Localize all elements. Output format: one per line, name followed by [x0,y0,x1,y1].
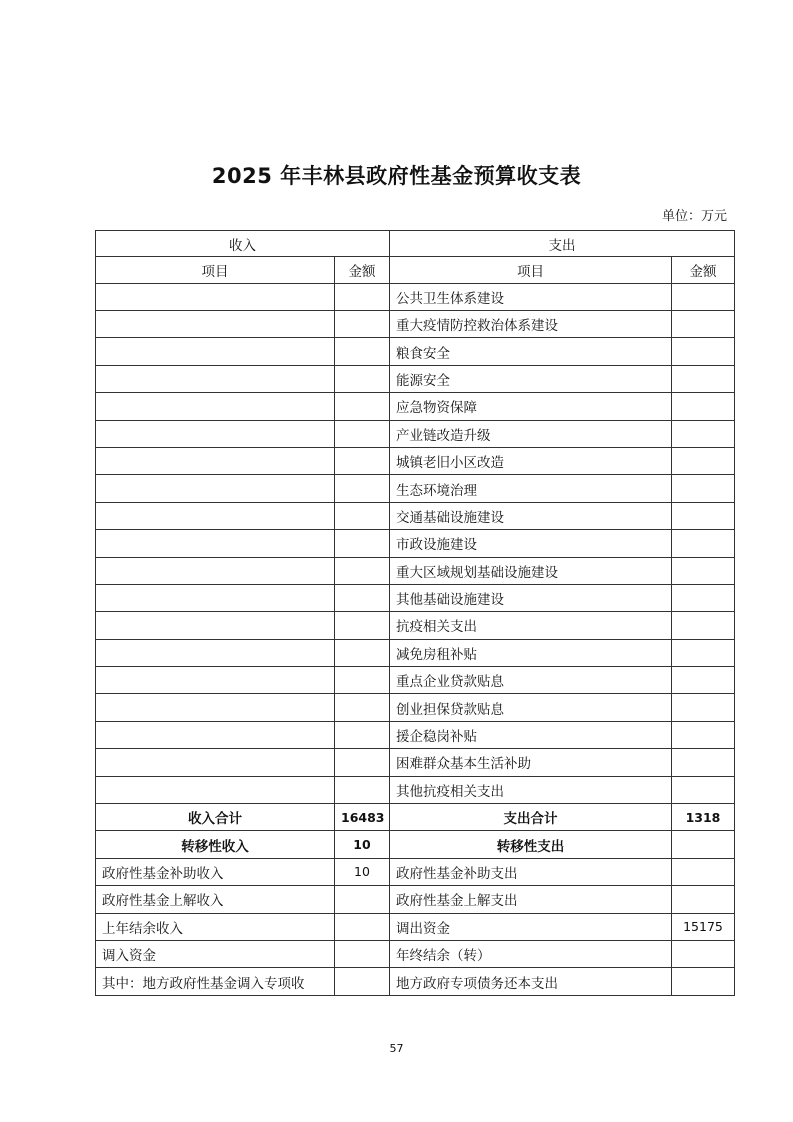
expense-amount-header: 金额 [672,257,735,283]
expense-item: 调出资金 [390,913,672,940]
expense-item-header: 项目 [390,257,672,283]
expense-item: 年终结余（转） [390,940,672,967]
expense-item: 重点企业贷款贴息 [390,667,672,694]
table-row [96,913,735,940]
income-amount [335,940,390,967]
table-row [96,283,735,310]
expense-item: 能源安全 [390,365,672,392]
expense-header: 支出 [390,231,735,257]
expense-item: 其他抗疫相关支出 [390,776,672,803]
expense-item: 创业担保贷款贴息 [390,694,672,721]
table-row [96,475,735,502]
table-row [96,393,735,420]
table-row [96,940,735,967]
budget-table [95,230,735,996]
totals-row [96,804,735,831]
expense-item: 公共卫生体系建设 [390,283,672,310]
expense-item: 抗疫相关支出 [390,612,672,639]
expense-item: 城镇老旧小区改造 [390,447,672,474]
expense-item: 市政设施建设 [390,530,672,557]
expense-item: 援企稳岗补贴 [390,721,672,748]
income-amount [335,913,390,940]
expense-item: 交通基础设施建设 [390,502,672,529]
expense-item: 其他基础设施建设 [390,584,672,611]
income-total-value: 16483 [335,804,390,831]
income-item: 上年结余收入 [96,913,335,940]
table-row [96,584,735,611]
table-row [96,447,735,474]
expense-amount [672,858,735,885]
table-row [96,310,735,337]
table-row [96,612,735,639]
income-amount-header: 金额 [335,257,390,283]
income-item: 其中：地方政府性基金调入专项收 [96,968,335,995]
expense-item: 重大区域规划基础设施建设 [390,557,672,584]
unit-label: 单位：万元 [661,209,727,224]
table-row [96,858,735,885]
table-row [96,694,735,721]
income-item: 政府性基金上解收入 [96,886,335,913]
transfer-income-value: 10 [335,831,390,858]
income-amount [335,968,390,995]
expense-amount [672,968,735,995]
income-total-label: 收入合计 [96,804,335,831]
expense-item: 产业链改造升级 [390,420,672,447]
table-row [96,530,735,557]
table-row [96,776,735,803]
expense-item: 粮食安全 [390,338,672,365]
table-row [96,968,735,995]
income-item: 政府性基金补助收入 [96,858,335,885]
income-amount [335,886,390,913]
table-row [96,502,735,529]
table-row [96,365,735,392]
table-row [96,749,735,776]
table-row [96,338,735,365]
income-header: 收入 [96,231,390,257]
transfer-row [96,831,735,858]
expense-item: 应急物资保障 [390,393,672,420]
expense-amount [672,940,735,967]
income-item-header: 项目 [96,257,335,283]
expense-item: 减免房租补贴 [390,639,672,666]
table-row [96,639,735,666]
income-item: 调入资金 [96,940,335,967]
table-row [96,420,735,447]
table-row [96,557,735,584]
expense-total-value: 1318 [672,804,735,831]
expense-amount [672,886,735,913]
table-row [96,721,735,748]
expense-item: 地方政府专项债务还本支出 [390,968,672,995]
transfer-expense-label: 转移性支出 [390,831,672,858]
expense-item: 生态环境治理 [390,475,672,502]
expense-item: 政府性基金上解支出 [390,886,672,913]
expense-item: 困难群众基本生活补助 [390,749,672,776]
expense-amount: 15175 [672,913,735,940]
page-number: 57 [389,1042,404,1055]
expense-total-label: 支出合计 [390,804,672,831]
table-row [96,667,735,694]
expense-item: 政府性基金补助支出 [390,858,672,885]
income-amount: 10 [335,858,390,885]
table-row [96,886,735,913]
expense-item: 重大疫情防控救治体系建设 [390,310,672,337]
page-title: 2025 年丰林县政府性基金预算收支表 [211,164,582,188]
transfer-income-label: 转移性收入 [96,831,335,858]
